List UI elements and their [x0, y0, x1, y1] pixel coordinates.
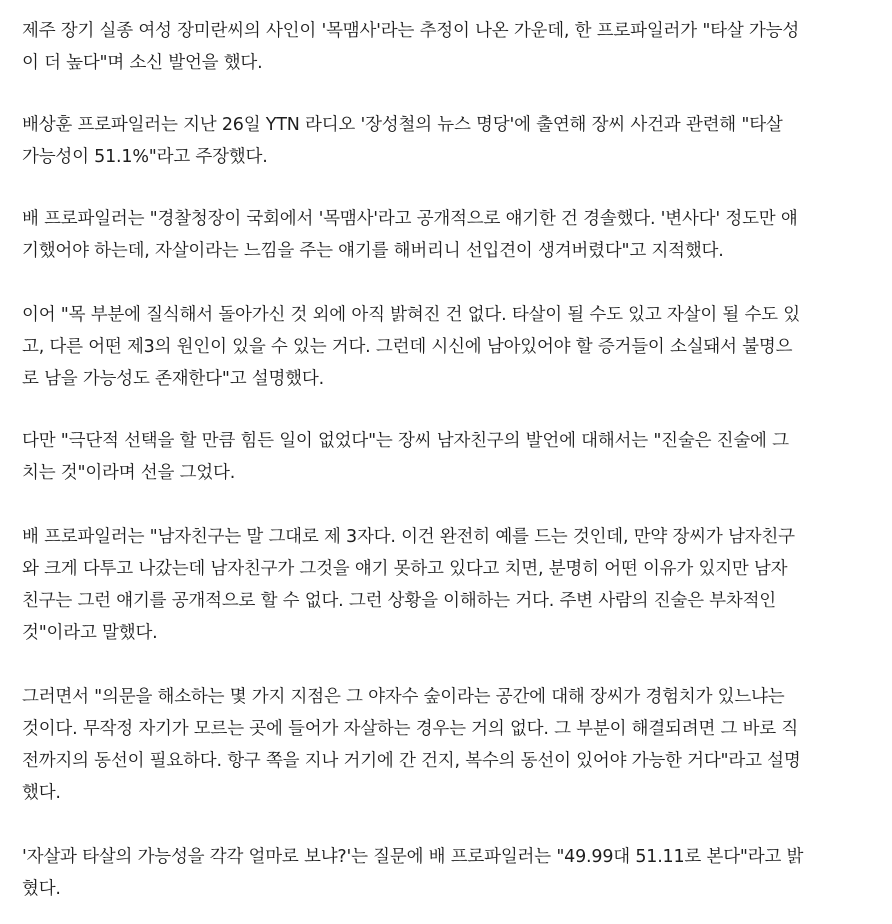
- text-line: 가능성이 51.1%"라고 주장했다.: [22, 147, 268, 167]
- text-line: 다만 "극단적 선택을 할 만큼 힘든 일이 없었다"는 장씨 남자친구의 발언에 대해서는 "진술은 진술에 그: [22, 431, 789, 451]
- text-line: 배상훈 프로파일러는 지난 26일 YTN 라디오 '장성철의 뉴스 명당'에 출연해 장씨 사건과 관련해 "타살: [22, 115, 783, 135]
- text-line: 그러면서 "의문을 해소하는 몇 가지 지점은 그 야자수 숲이라는 공간에 대해 장씨가 경험치가 있느냐는: [22, 687, 785, 707]
- text-line: 로 남을 가능성도 존재한다"고 설명했다.: [22, 369, 324, 389]
- text-line: 배 프로파일러는 "남자친구는 말 그대로 제 3자다. 이건 완전히 예를 드는 것인데, 만약 장씨가 남자친구: [22, 527, 795, 547]
- text-line: 고, 다른 어떤 제3의 원인이 있을 수 있는 거다. 그런데 시신에 남아있어야 할 증거들이 소실돼서 불명으: [22, 337, 793, 357]
- text-line: 배 프로파일러는 "경찰청장이 국회에서 '목맴사'라고 공개적으로 얘기한 건 경솔했다. '변사다' 정도만 얘: [22, 209, 798, 229]
- text-line: 제주 장기 실종 여성 장미란씨의 사인이 '목맴사'라는 추정이 나온 가운데, 한 프로파일러가 "타살 가능성: [22, 21, 800, 41]
- text-line: 했다.: [22, 783, 61, 803]
- text-line: 것"이라고 말했다.: [22, 623, 158, 643]
- text-line: 치는 것"이라며 선을 그었다.: [22, 463, 236, 483]
- text-line: 기했어야 하는데, 자살이라는 느낌을 주는 얘기를 해버리니 선입견이 생겨버렸다"고 지적했다.: [22, 241, 724, 261]
- text-line: 혔다.: [22, 879, 61, 899]
- text-line: 이 더 높다"며 소신 발언을 했다.: [22, 53, 263, 73]
- text-line: 와 크게 다투고 나갔는데 남자친구가 그것을 얘기 못하고 있다고 치면, 분명히 어떤 이유가 있지만 남자: [22, 559, 788, 579]
- text-line: '자살과 타살의 가능성을 각각 얼마로 보냐?'는 질문에 배 프로파일러는 "49.99대 51.11로 본다"라고 밝: [22, 847, 804, 867]
- text-line: 것이다. 무작정 자기가 모르는 곳에 들어가 자살하는 경우는 거의 없다. 그 부분이 해결되려면 그 바로 직: [22, 719, 799, 739]
- text-line: 이어 "목 부분에 질식해서 돌아가신 것 외에 아직 밝혀진 건 없다. 타살이 될 수도 있고 자살이 될 수도 있: [22, 305, 800, 325]
- text-line: 친구는 그런 얘기를 공개적으로 할 수 없다. 그런 상황을 이해하는 거다. 주변 사람의 진술은 부차적인: [22, 591, 777, 611]
- text-line: 전까지의 동선이 필요하다. 항구 쪽을 지나 거기에 간 건지, 복수의 동선이 있어야 가능한 거다"라고 설명: [22, 751, 801, 771]
